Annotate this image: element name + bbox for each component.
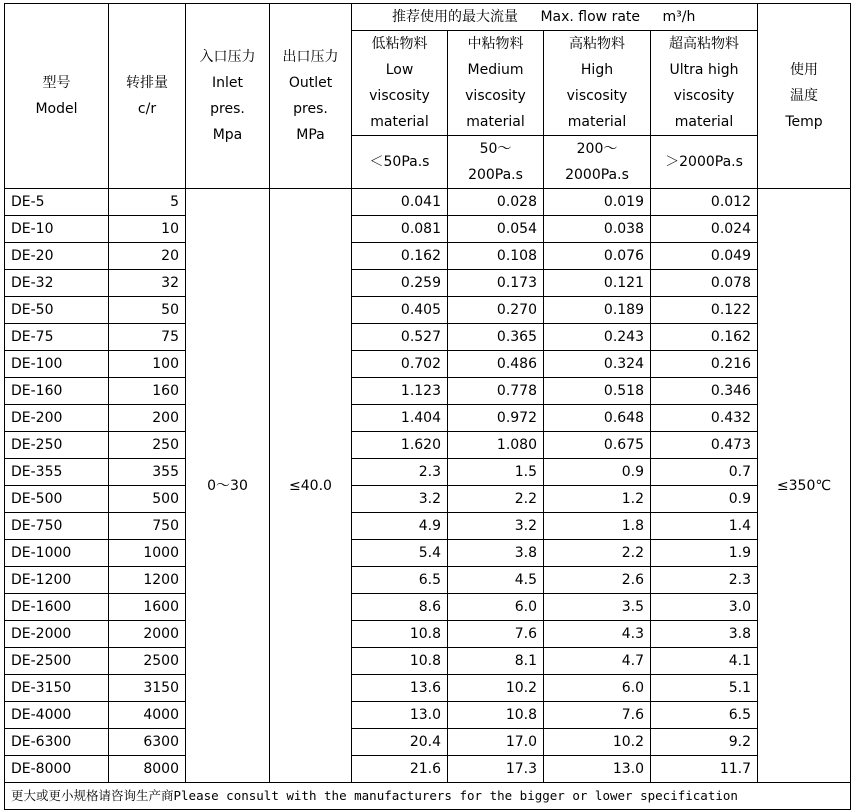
cell-flow-high: 0.076 bbox=[544, 243, 651, 270]
table-row bbox=[5, 243, 851, 270]
table-row bbox=[5, 702, 851, 729]
cell-flow-high: 10.2 bbox=[544, 729, 651, 756]
cell-flow-high: 0.189 bbox=[544, 297, 651, 324]
range-low-viscosity: ＜50Pa.s bbox=[352, 136, 448, 189]
table-row bbox=[5, 270, 851, 297]
cell-flow-low: 10.8 bbox=[352, 648, 448, 675]
cell-model: DE-750 bbox=[5, 513, 109, 540]
range-ultra-high-viscosity: ＞2000Pa.s bbox=[651, 136, 758, 189]
cell-flow-ultra: 0.078 bbox=[651, 270, 758, 297]
cell-flow-low: 1.123 bbox=[352, 378, 448, 405]
cell-flow-high: 6.0 bbox=[544, 675, 651, 702]
cell-flow-ultra: 0.473 bbox=[651, 432, 758, 459]
cell-displacement: 5 bbox=[109, 189, 186, 216]
cell-displacement: 750 bbox=[109, 513, 186, 540]
cell-flow-ultra: 3.0 bbox=[651, 594, 758, 621]
cell-model: DE-1000 bbox=[5, 540, 109, 567]
cell-flow-medium: 0.028 bbox=[448, 189, 544, 216]
cell-model: DE-2000 bbox=[5, 621, 109, 648]
header-inlet-pressure: 入口压力 Inlet pres. Mpa bbox=[186, 4, 270, 189]
cell-displacement: 10 bbox=[109, 216, 186, 243]
table-row bbox=[5, 378, 851, 405]
cell-flow-medium: 0.054 bbox=[448, 216, 544, 243]
cell-displacement: 4000 bbox=[109, 702, 186, 729]
cell-flow-low: 0.702 bbox=[352, 351, 448, 378]
cell-model: DE-1600 bbox=[5, 594, 109, 621]
cell-model: DE-32 bbox=[5, 270, 109, 297]
cell-displacement: 8000 bbox=[109, 756, 186, 783]
cell-flow-low: 8.6 bbox=[352, 594, 448, 621]
cell-flow-ultra: 1.4 bbox=[651, 513, 758, 540]
cell-flow-high: 0.675 bbox=[544, 432, 651, 459]
header-outlet-pressure: 出口压力 Outlet pres. MPa bbox=[270, 4, 352, 189]
cell-flow-ultra: 0.162 bbox=[651, 324, 758, 351]
cell-displacement: 1200 bbox=[109, 567, 186, 594]
cell-model: DE-20 bbox=[5, 243, 109, 270]
cell-flow-medium: 0.270 bbox=[448, 297, 544, 324]
flow-title-cn: 推荐使用的最大流量 bbox=[392, 9, 518, 25]
cell-flow-medium: 17.3 bbox=[448, 756, 544, 783]
cell-displacement: 1000 bbox=[109, 540, 186, 567]
table-row bbox=[5, 729, 851, 756]
cell-displacement: 1600 bbox=[109, 594, 186, 621]
cell-flow-low: 13.0 bbox=[352, 702, 448, 729]
cell-flow-medium: 3.2 bbox=[448, 513, 544, 540]
cell-flow-low: 6.5 bbox=[352, 567, 448, 594]
table-row bbox=[5, 351, 851, 378]
cell-flow-high: 0.9 bbox=[544, 459, 651, 486]
cell-flow-high: 13.0 bbox=[544, 756, 651, 783]
cell-model: DE-10 bbox=[5, 216, 109, 243]
cell-flow-medium: 17.0 bbox=[448, 729, 544, 756]
cell-flow-ultra: 4.1 bbox=[651, 648, 758, 675]
cell-displacement: 250 bbox=[109, 432, 186, 459]
cell-displacement: 20 bbox=[109, 243, 186, 270]
cell-model: DE-8000 bbox=[5, 756, 109, 783]
table-row bbox=[5, 513, 851, 540]
cell-model: DE-6300 bbox=[5, 729, 109, 756]
table-row bbox=[5, 405, 851, 432]
table-row bbox=[5, 297, 851, 324]
cell-flow-medium: 3.8 bbox=[448, 540, 544, 567]
cell-displacement: 2500 bbox=[109, 648, 186, 675]
cell-flow-high: 0.121 bbox=[544, 270, 651, 297]
cell-flow-ultra: 0.012 bbox=[651, 189, 758, 216]
cell-displacement: 32 bbox=[109, 270, 186, 297]
cell-model: DE-2500 bbox=[5, 648, 109, 675]
header-max-flow-rate bbox=[352, 4, 758, 31]
cell-flow-high: 2.2 bbox=[544, 540, 651, 567]
header-ultra-high-viscosity: 超高粘物料 Ultra high viscosity material bbox=[651, 31, 758, 136]
cell-flow-low: 0.527 bbox=[352, 324, 448, 351]
cell-flow-high: 7.6 bbox=[544, 702, 651, 729]
table-body bbox=[5, 189, 851, 783]
cell-flow-high: 3.5 bbox=[544, 594, 651, 621]
cell-flow-medium: 7.6 bbox=[448, 621, 544, 648]
cell-flow-medium: 2.2 bbox=[448, 486, 544, 513]
cell-flow-low: 3.2 bbox=[352, 486, 448, 513]
cell-flow-ultra: 11.7 bbox=[651, 756, 758, 783]
cell-flow-high: 4.7 bbox=[544, 648, 651, 675]
cell-displacement: 50 bbox=[109, 297, 186, 324]
header-displacement: 转排量 c/r bbox=[109, 4, 186, 189]
cell-model: DE-3150 bbox=[5, 675, 109, 702]
cell-model: DE-100 bbox=[5, 351, 109, 378]
cell-flow-low: 0.259 bbox=[352, 270, 448, 297]
cell-displacement: 160 bbox=[109, 378, 186, 405]
cell-flow-high: 1.2 bbox=[544, 486, 651, 513]
cell-flow-high: 1.8 bbox=[544, 513, 651, 540]
specification-table bbox=[4, 3, 851, 810]
cell-flow-ultra: 0.024 bbox=[651, 216, 758, 243]
cell-displacement: 355 bbox=[109, 459, 186, 486]
table-row bbox=[5, 540, 851, 567]
cell-flow-low: 2.3 bbox=[352, 459, 448, 486]
cell-flow-high: 4.3 bbox=[544, 621, 651, 648]
cell-flow-ultra: 1.9 bbox=[651, 540, 758, 567]
cell-flow-low: 4.9 bbox=[352, 513, 448, 540]
cell-flow-medium: 0.778 bbox=[448, 378, 544, 405]
flow-unit: m³/h bbox=[662, 9, 696, 25]
cell-flow-ultra: 0.049 bbox=[651, 243, 758, 270]
cell-flow-ultra: 6.5 bbox=[651, 702, 758, 729]
cell-flow-ultra: 3.8 bbox=[651, 621, 758, 648]
header-model: 型号 Model bbox=[5, 4, 109, 189]
cell-flow-medium: 10.2 bbox=[448, 675, 544, 702]
cell-flow-low: 20.4 bbox=[352, 729, 448, 756]
range-high-viscosity: 200～ 2000Pa.s bbox=[544, 136, 651, 189]
table-row bbox=[5, 621, 851, 648]
cell-flow-medium: 0.486 bbox=[448, 351, 544, 378]
table-row bbox=[5, 324, 851, 351]
cell-flow-medium: 1.5 bbox=[448, 459, 544, 486]
table-row bbox=[5, 675, 851, 702]
cell-flow-low: 0.405 bbox=[352, 297, 448, 324]
header-high-viscosity: 高粘物料 High viscosity material bbox=[544, 31, 651, 136]
cell-flow-ultra: 0.122 bbox=[651, 297, 758, 324]
cell-flow-high: 0.518 bbox=[544, 378, 651, 405]
cell-flow-high: 0.648 bbox=[544, 405, 651, 432]
cell-flow-low: 5.4 bbox=[352, 540, 448, 567]
cell-model: DE-250 bbox=[5, 432, 109, 459]
cell-displacement: 6300 bbox=[109, 729, 186, 756]
table-row bbox=[5, 459, 851, 486]
cell-model: DE-1200 bbox=[5, 567, 109, 594]
cell-model: DE-4000 bbox=[5, 702, 109, 729]
cell-inlet-pressure: 0～30 bbox=[186, 189, 270, 783]
cell-model: DE-75 bbox=[5, 324, 109, 351]
cell-model: DE-5 bbox=[5, 189, 109, 216]
table-row bbox=[5, 567, 851, 594]
cell-flow-high: 0.243 bbox=[544, 324, 651, 351]
cell-flow-medium: 10.8 bbox=[448, 702, 544, 729]
cell-flow-low: 1.404 bbox=[352, 405, 448, 432]
table-row bbox=[5, 486, 851, 513]
cell-model: DE-355 bbox=[5, 459, 109, 486]
cell-flow-ultra: 0.216 bbox=[651, 351, 758, 378]
cell-flow-high: 0.038 bbox=[544, 216, 651, 243]
table-row bbox=[5, 189, 851, 216]
cell-displacement: 500 bbox=[109, 486, 186, 513]
cell-displacement: 200 bbox=[109, 405, 186, 432]
cell-displacement: 3150 bbox=[109, 675, 186, 702]
cell-flow-low: 13.6 bbox=[352, 675, 448, 702]
cell-flow-low: 0.041 bbox=[352, 189, 448, 216]
cell-flow-ultra: 0.432 bbox=[651, 405, 758, 432]
cell-displacement: 100 bbox=[109, 351, 186, 378]
cell-flow-medium: 8.1 bbox=[448, 648, 544, 675]
cell-model: DE-160 bbox=[5, 378, 109, 405]
cell-flow-low: 21.6 bbox=[352, 756, 448, 783]
table-row bbox=[5, 594, 851, 621]
cell-flow-medium: 0.108 bbox=[448, 243, 544, 270]
header-medium-viscosity: 中粘物料 Medium viscosity material bbox=[448, 31, 544, 136]
cell-flow-medium: 1.080 bbox=[448, 432, 544, 459]
flow-title-en: Max. flow rate bbox=[540, 9, 641, 25]
cell-flow-medium: 0.972 bbox=[448, 405, 544, 432]
header-low-viscosity: 低粘物料 Low viscosity material bbox=[352, 31, 448, 136]
header-temperature: 使用 温度 Temp bbox=[758, 4, 851, 189]
cell-model: DE-200 bbox=[5, 405, 109, 432]
table-row bbox=[5, 432, 851, 459]
cell-flow-low: 0.162 bbox=[352, 243, 448, 270]
cell-displacement: 2000 bbox=[109, 621, 186, 648]
cell-flow-high: 0.019 bbox=[544, 189, 651, 216]
cell-temperature: ≤350℃ bbox=[758, 189, 851, 783]
cell-flow-medium: 0.365 bbox=[448, 324, 544, 351]
cell-flow-ultra: 2.3 bbox=[651, 567, 758, 594]
cell-outlet-pressure: ≤40.0 bbox=[270, 189, 352, 783]
cell-flow-high: 0.324 bbox=[544, 351, 651, 378]
cell-flow-low: 10.8 bbox=[352, 621, 448, 648]
cell-flow-ultra: 0.9 bbox=[651, 486, 758, 513]
range-medium-viscosity: 50～ 200Pa.s bbox=[448, 136, 544, 189]
table-row bbox=[5, 648, 851, 675]
cell-flow-ultra: 0.7 bbox=[651, 459, 758, 486]
cell-flow-ultra: 9.2 bbox=[651, 729, 758, 756]
cell-flow-medium: 0.173 bbox=[448, 270, 544, 297]
cell-flow-high: 2.6 bbox=[544, 567, 651, 594]
cell-flow-medium: 4.5 bbox=[448, 567, 544, 594]
cell-flow-ultra: 0.346 bbox=[651, 378, 758, 405]
table-row bbox=[5, 216, 851, 243]
cell-model: DE-50 bbox=[5, 297, 109, 324]
cell-flow-medium: 6.0 bbox=[448, 594, 544, 621]
table-row bbox=[5, 756, 851, 783]
cell-displacement: 75 bbox=[109, 324, 186, 351]
cell-flow-low: 1.620 bbox=[352, 432, 448, 459]
cell-flow-low: 0.081 bbox=[352, 216, 448, 243]
footer-note: 更大或更小规格请咨询生产商Please consult with the manufacturers for the bigger or lower specification bbox=[5, 783, 851, 810]
cell-flow-ultra: 5.1 bbox=[651, 675, 758, 702]
cell-model: DE-500 bbox=[5, 486, 109, 513]
